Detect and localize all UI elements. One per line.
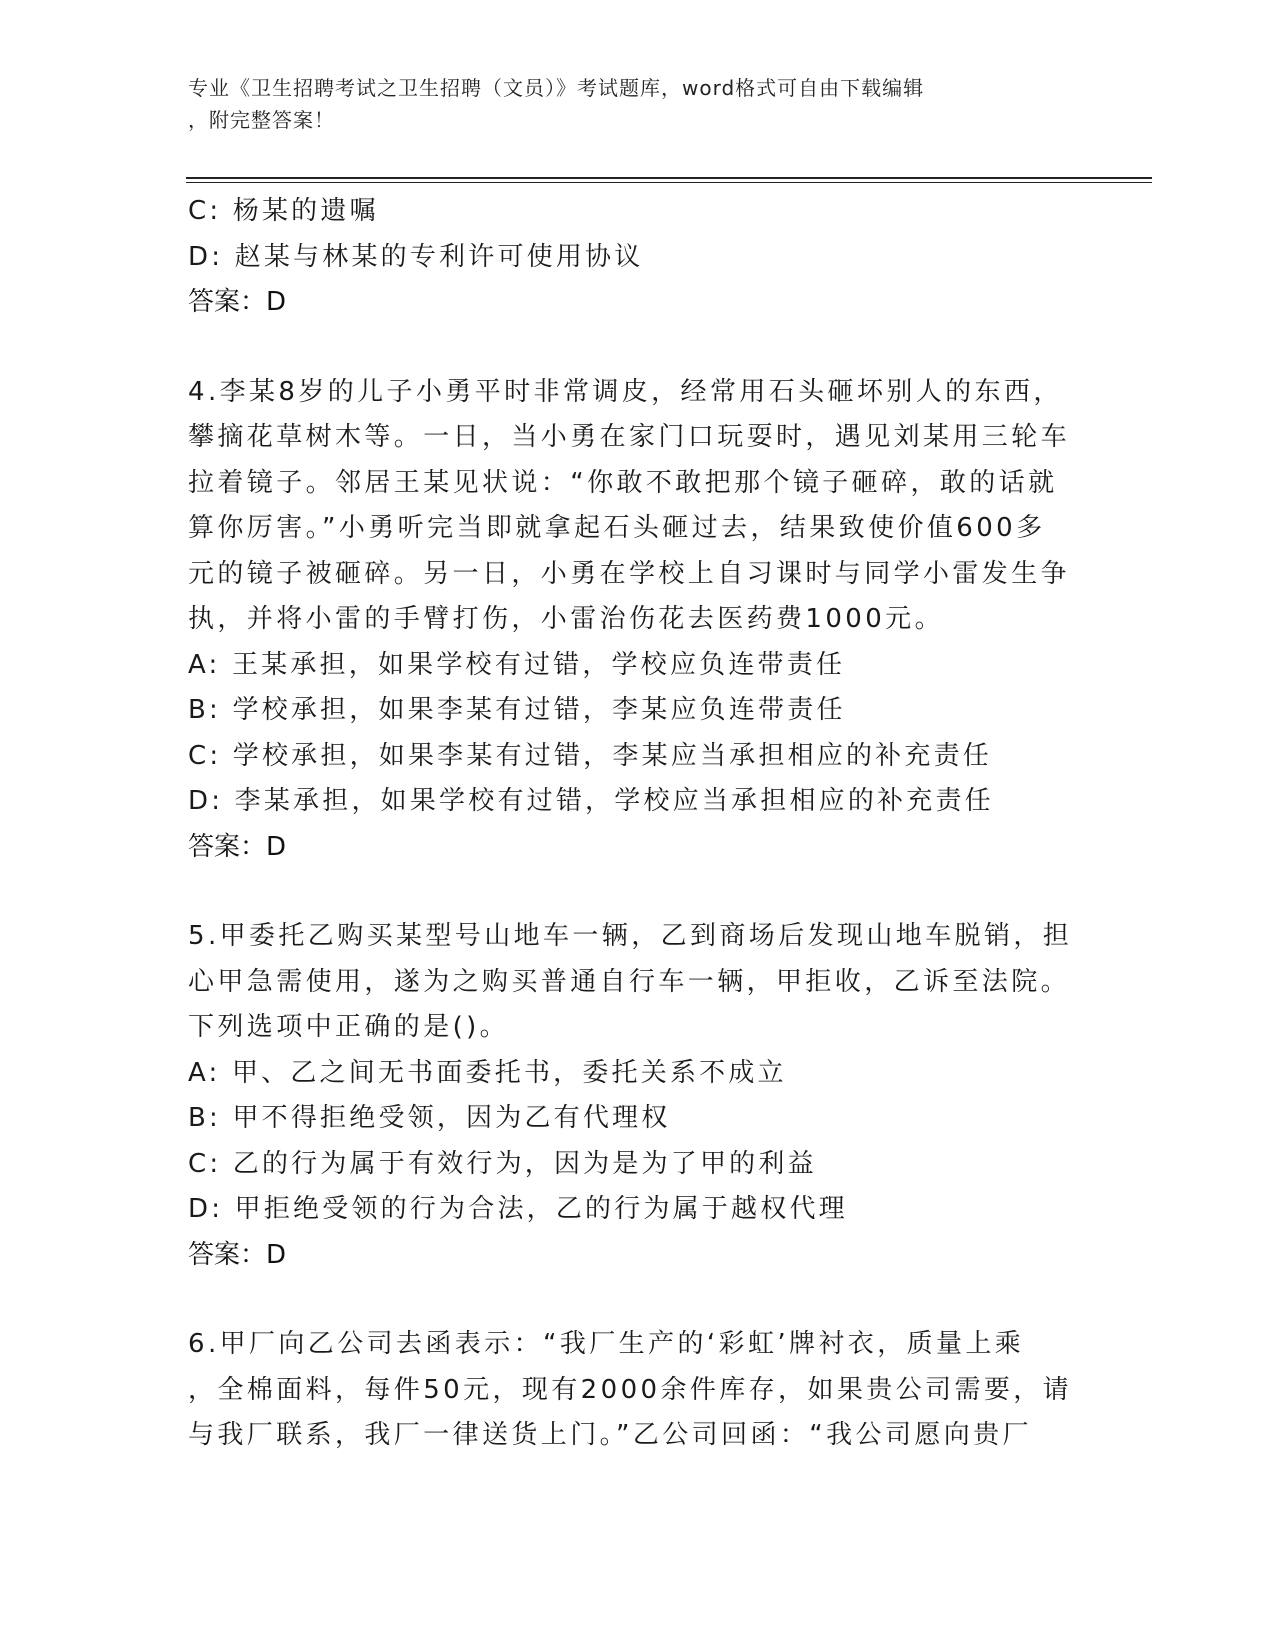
question-text-line: 攀摘花草树木等。一日，当小勇在家门口玩耍时，遇见刘某用三轮车 (188, 422, 1071, 452)
option-d: D: 李某承担，如果学校有过错，学校应当承担相应的补充责任 (188, 786, 994, 816)
answer-line: 答案：D (188, 831, 287, 862)
document-header (188, 72, 1068, 136)
option-a: A: 王某承担，如果学校有过错，学校应负连带责任 (188, 649, 846, 680)
option-c: C: 学校承担，如果李某有过错，李某应当承担相应的补充责任 (188, 740, 992, 771)
answer-line: 答案：D (188, 287, 287, 317)
header-divider-thick (186, 177, 1152, 179)
question-text-line: 执，并将小雷的手臂打伤，小雷治伤花去医药费1000元。 (188, 604, 944, 634)
header-line-1: 专业《卫生招聘考试之卫生招聘（文员）》考试题库，word格式可自由下载编辑 (188, 76, 925, 100)
option-b: B: 学校承担，如果李某有过错，李某应负连带责任 (188, 695, 846, 725)
spacer (188, 326, 1068, 370)
question-text-line: 下列选项中正确的是()。 (188, 1012, 510, 1042)
question-text-line: 拉着镜子。邻居王某见状说：“你敢不敢把那个镜子砸碎，敢的话就 (188, 467, 1058, 498)
question-5 (188, 914, 1073, 1278)
option-d: D: 赵某与林某的专利许可使用协议 (188, 241, 644, 272)
answer-line: 答案：D (188, 1239, 287, 1270)
question-text-line: 算你厉害。”小勇听完当即就拿起石头砸过去，结果致使价值600多 (188, 513, 1046, 543)
question-6 (188, 1322, 1073, 1459)
option-d: D: 甲拒绝受领的行为合法，乙的行为属于越权代理 (188, 1194, 848, 1224)
question-text-line: 6.甲厂向乙公司去函表示：“我厂生产的‘彩虹’牌衬衣，质量上乘 (188, 1329, 1025, 1359)
option-b: B: 甲不得拒绝受领，因为乙有代理权 (188, 1103, 671, 1133)
header-divider-thin (186, 182, 1152, 183)
spacer (188, 870, 1068, 914)
question-text-line: 元的镜子被砸碎。另一日，小勇在学校上自习课时与同学小雷发生争 (188, 558, 1071, 589)
question-text-line: 心甲急需使用，遂为之购买普通自行车一辆，甲拒收，乙诉至法院。 (188, 966, 1071, 997)
option-a: A: 甲、乙之间无书面委托书，委托关系不成立 (188, 1057, 787, 1088)
question-3-continued (188, 189, 1068, 326)
question-text-line: 5.甲委托乙购买某型号山地车一辆，乙到商场后发现山地车脱销，担 (188, 921, 1073, 951)
question-4 (188, 370, 1071, 871)
option-c: C: 乙的行为属于有效行为，因为是为了甲的利益 (188, 1148, 817, 1179)
document-body (188, 189, 1073, 1459)
header-line-2: ，附完整答案！ (188, 108, 335, 132)
spacer (188, 1278, 1068, 1322)
question-text-line: ，全棉面料，每件50元，现有2000余件库存，如果贵公司需要，请 (188, 1374, 1073, 1405)
question-text-line: 4.李某8岁的儿子小勇平时非常调皮，经常用石头砸坏别人的东西， (188, 376, 1063, 407)
option-c: C: 杨某的遗嘱 (188, 196, 379, 226)
question-text-line: 与我厂联系，我厂一律送货上门。”乙公司回函：“我公司愿向贵厂 (188, 1420, 1032, 1450)
